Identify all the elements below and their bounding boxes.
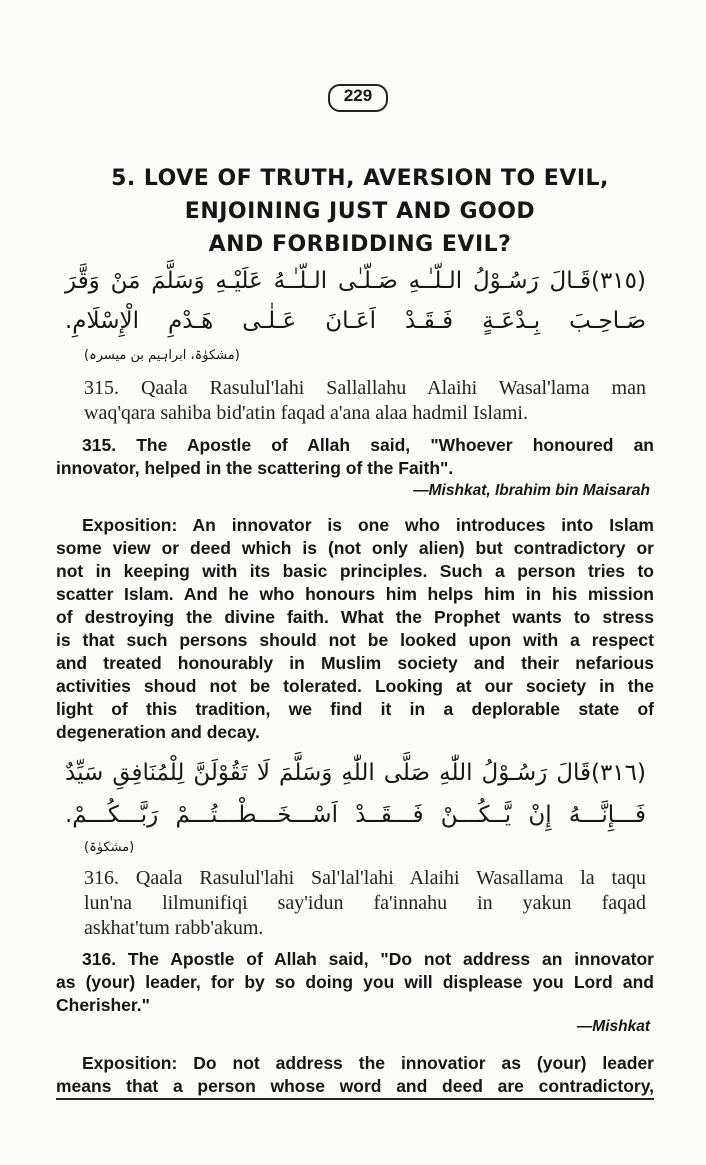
transliteration-line: lun'na lilmunifiqi say'idun fa'innahu in yakun faqad — [84, 892, 646, 914]
transliteration-line: waq'qara sahiba bid'atin faqad a'ana alaa hadmil Islami. — [84, 402, 528, 424]
translation-line: 315. The Apostle of Allah said, "Whoever honoured an — [82, 435, 654, 455]
arabic-source-316: (مشکوٰۃ) — [84, 840, 135, 855]
transliteration-line: 315. Qaala Rasulul'lahi Sallallahu Alaihi Wasal'lama man — [84, 377, 646, 399]
translation-line: Cherisher." — [56, 995, 150, 1015]
attribution-315: —Mishkat, Ibrahim bin Maisarah — [413, 482, 650, 499]
page-number: 229 — [328, 84, 388, 112]
arabic-text-316-line-1: (٣١٦)قَالَ رَسُـوْلُ اللّٰهِ صَلَّى اللّٰهِ وَسَلَّمَ لَا تَقُوْلَنَّ لِلْمُنَافِقِ سَيِّدٌ — [65, 760, 646, 786]
translation-line: innovator, helped in the scattering of the Faith". — [56, 458, 454, 478]
exposition-line: Exposition: An innovator is one who introduces into Islam — [82, 515, 654, 535]
heading-line: ENJOINING JUST AND GOOD — [184, 199, 536, 224]
transliteration-316 — [84, 866, 646, 941]
exposition-315 — [56, 514, 654, 744]
bottom-rule — [56, 1098, 654, 1100]
translation-315 — [56, 434, 654, 480]
translation-line: 316. The Apostle of Allah said, "Do not address an innovator — [82, 949, 654, 969]
arabic-text-315-line-1: (٣١٥)قَـالَ رَسُـوْلُ الـلّـٰـهِ صَـلّـٰى الـلّـٰـهُ عَلَيْـهِ وَسَلَّمَ مَنْ وَقَّرَ — [65, 268, 646, 294]
exposition-line: means that a person whose word and deed are contradictory, — [56, 1076, 654, 1096]
transliteration-315 — [84, 376, 646, 426]
exposition-line: of destroying the divine faith. What the Prophet wants to stress — [56, 607, 654, 627]
heading-line: AND FORBIDDING EVIL? — [208, 232, 512, 257]
translation-316 — [56, 948, 654, 1017]
arabic-source-315: (مشکوٰۃ، ابراہیم بن میسرہ) — [84, 348, 240, 363]
attribution-316: —Mishkat — [576, 1018, 650, 1035]
exposition-line: is that such persons should not be looked upon with a respect — [56, 630, 654, 650]
transliteration-line: 316. Qaala Rasulul'lahi Sal'lal'lahi Alaihi Wasallama la taqu — [84, 867, 646, 889]
heading-line: 5. LOVE OF TRUTH, AVERSION TO EVIL, — [111, 166, 609, 191]
translation-line: as (your) leader, for by so doing you will displease you Lord and — [56, 972, 654, 992]
exposition-line: and treated honourably in Muslim society and their nefarious — [56, 653, 654, 673]
exposition-line: some view or deed which is (not only alien) but contradictory or — [56, 538, 654, 558]
exposition-line: scatter Islam. And he who honours him helps him in his mission — [56, 584, 654, 604]
exposition-line: not in keeping with its basic principles. Such a person tries to — [56, 561, 654, 581]
chapter-heading — [40, 162, 680, 261]
arabic-text-315-line-2: صَـاحِـبَ بِـدْعَـةٍ فَـقَـدْ اَعَـانَ عَـلٰـى هَـدْمِ الْإِسْلَامِ. — [65, 308, 646, 334]
exposition-line: activities shoud not be tolerated. Looking at our society in the — [56, 676, 654, 696]
exposition-line: degeneration and decay. — [56, 722, 260, 742]
transliteration-line: askhat'tum rabb'akum. — [84, 917, 264, 939]
exposition-line: light of this tradition, we find it in a deplorable state of — [56, 699, 654, 719]
exposition-316 — [56, 1052, 654, 1098]
exposition-line: Exposition: Do not address the innovatior as (your) leader — [82, 1053, 654, 1073]
arabic-text-316-line-2: فَـــإِنَّـــهُ إِنْ يَّــكُـــنْ فَـــقَــدْ اَسْـــخَـــطْـــتُـــمْ رَبَّـــكُـــمْ. — [65, 802, 646, 828]
